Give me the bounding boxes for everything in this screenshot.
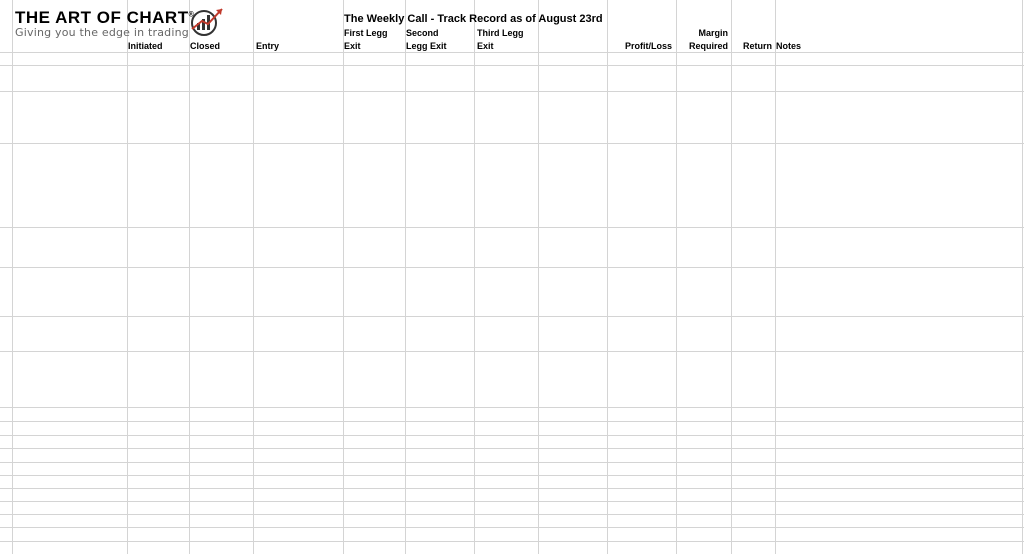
- grid-row-line: [0, 514, 1024, 515]
- chart-logo-icon: [188, 5, 226, 37]
- header-profit-loss: Profit/Loss: [624, 41, 672, 51]
- header-closed: Closed: [190, 41, 221, 51]
- logo-tagline: Giving you the edge in trading: [15, 26, 189, 39]
- grid-column-line: [731, 0, 732, 554]
- sheet-title: The Weekly Call - Track Record as of August 23rd: [344, 13, 603, 25]
- grid-row-line: [0, 421, 1024, 422]
- logo-title: [15, 8, 194, 28]
- grid-row-line: [0, 227, 1024, 228]
- grid-row-line: [0, 143, 1024, 144]
- grid-row-line: [0, 267, 1024, 268]
- grid-column-line: [1022, 0, 1023, 554]
- grid-row-line: [0, 351, 1024, 352]
- grid-column-line: [189, 0, 190, 554]
- grid-row-line: [0, 462, 1024, 463]
- grid-column-line: [676, 0, 677, 554]
- grid-column-line: [775, 0, 776, 554]
- grid-column-line: [253, 0, 254, 554]
- grid-row-line: [0, 475, 1024, 476]
- grid-row-line: [0, 91, 1024, 92]
- grid-row-line: [0, 435, 1024, 436]
- header-second-leg: Legg Exit: [406, 41, 447, 51]
- grid-column-line: [538, 0, 539, 554]
- grid-row-line: [0, 527, 1024, 528]
- grid-row-line: [0, 541, 1024, 542]
- grid-column-line: [474, 0, 475, 554]
- header-first-leg: First Legg: [344, 28, 388, 38]
- grid-row-line: [0, 501, 1024, 502]
- grid-column-line: [127, 0, 128, 554]
- grid-column-line: [607, 0, 608, 554]
- logo-title-text: THE ART OF CHART: [15, 8, 189, 27]
- grid-row-line: [0, 407, 1024, 408]
- grid-row-line: [0, 65, 1024, 66]
- grid-column-line: [12, 0, 13, 554]
- header-initiated: Initiated: [128, 41, 163, 51]
- header-notes: Notes: [776, 41, 802, 51]
- grid-row-line: [0, 488, 1024, 489]
- header-second-leg: Second: [406, 28, 439, 38]
- grid-column-line: [405, 0, 406, 554]
- header-third-leg: Third Legg: [477, 28, 524, 38]
- grid-column-line: [343, 0, 344, 554]
- grid-row-line: [0, 448, 1024, 449]
- header-margin: Margin: [698, 28, 728, 38]
- grid-row-line: [0, 316, 1024, 317]
- header-third-leg: Exit: [477, 41, 494, 51]
- logo-reg: ®: [188, 11, 195, 19]
- header-return: Return: [743, 41, 772, 51]
- header-entry: Entry: [256, 41, 280, 51]
- header-first-leg: Exit: [344, 41, 361, 51]
- header-margin: Required: [688, 41, 728, 51]
